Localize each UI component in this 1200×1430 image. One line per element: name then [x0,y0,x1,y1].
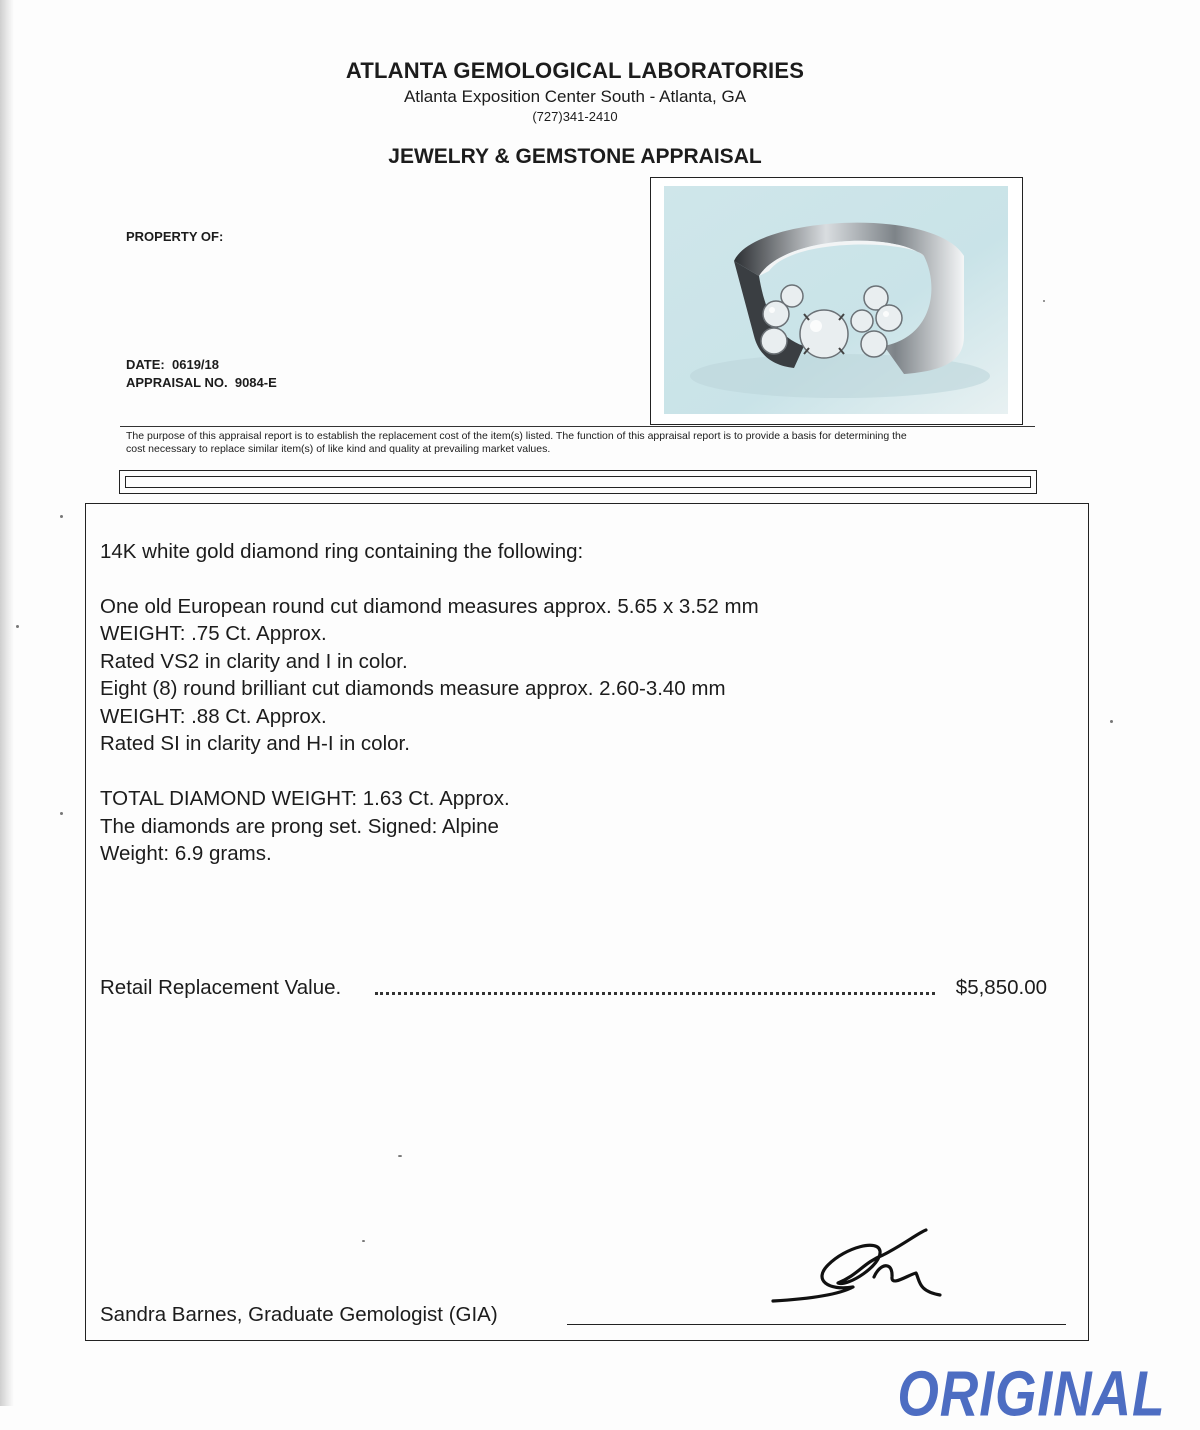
stamp-text: ORIGINAL [897,1358,1166,1430]
signature-line [567,1324,1066,1325]
handwritten-signature [768,1225,948,1315]
ring-photo-frame [650,177,1023,425]
appraisal-number-value: 9084-E [234,375,277,390]
scan-speck [1110,720,1113,723]
setting-and-signature: The diamonds are prong set. Signed: Alpine [100,815,499,838]
document-title: JEWELRY & GEMSTONE APPRAISAL [388,145,762,168]
item-intro: 14K white gold diamond ring containing the following: [100,540,584,563]
purpose-divider [120,426,1035,427]
retail-value-amount: $5,850.00 [952,976,1047,1000]
scan-speck [362,1240,365,1242]
lab-name: ATLANTA GEMOLOGICAL LABORATORIES [345,58,805,83]
scan-speck [398,1155,402,1157]
purpose-line-1: The purpose of this appraisal report is to establish the replacement cost of the item(s) listed. The function of this appraisal report is to provide a basis for determining the [126,430,907,442]
metal-weight: Weight: 6.9 grams. [100,842,272,865]
separator-bar-inner [125,476,1031,488]
scan-speck [60,515,63,518]
scan-speck [16,625,19,628]
side-stones-weight: WEIGHT: .88 Ct. Approx. [100,705,327,728]
original-stamp [890,1345,1166,1430]
date-row [126,357,219,372]
side-stones-description: Eight (8) round brilliant cut diamonds measure approx. 2.60-3.40 mm [100,677,726,700]
center-stone-rating: Rated VS2 in clarity and I in color. [100,650,408,673]
side-stones-rating: Rated SI in clarity and H-I in color. [100,732,410,755]
appraisal-number-row [126,375,277,390]
property-of-label: PROPERTY OF: [126,229,224,244]
date-label: DATE: [126,357,165,372]
lab-address: Atlanta Exposition Center South - Atlanta, GA [403,87,747,106]
scan-edge-shadow [0,0,14,1406]
purpose-line-2: cost necessary to replace similar item(s) of like kind and quality at prevailing market values. [126,443,551,455]
retail-value-row [100,976,1047,1004]
date-value: 0619/18 [172,357,219,372]
diamond-ring-photo [664,186,1008,414]
total-diamond-weight: TOTAL DIAMOND WEIGHT: 1.63 Ct. Approx. [100,787,510,810]
lab-phone: (727)341-2410 [532,109,618,124]
gemologist-name: Sandra Barnes, Graduate Gemologist (GIA) [100,1303,498,1326]
center-stone-weight: WEIGHT: .75 Ct. Approx. [100,622,327,645]
separator-bar [119,470,1037,494]
retail-value-label: Retail Replacement Value. [100,976,345,1000]
purpose-statement [126,430,1026,456]
scan-speck [60,812,63,815]
dot-leader [375,992,935,995]
center-stone-description: One old European round cut diamond measures approx. 5.65 x 3.52 mm [100,595,759,618]
appraisal-number-label: APPRAISAL NO. [126,375,228,390]
scan-speck [1043,300,1045,302]
